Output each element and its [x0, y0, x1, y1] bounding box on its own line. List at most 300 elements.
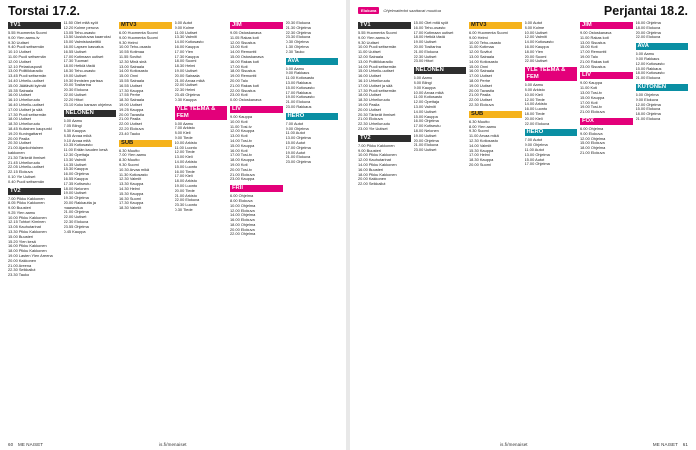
program-listing: 15.30 Kauppa [119, 190, 144, 196]
program-listing: 11.00 Tosi-tv [230, 123, 252, 129]
program-listing: 17.30 Puoli seitsemän [8, 111, 47, 117]
program-listing: 9.30 Helmi [119, 39, 138, 45]
program-listing: 10.10 Uutiset [8, 49, 31, 55]
program-listing: 20.00 Tavastia [119, 111, 145, 117]
listing-column [8, 21, 61, 438]
program-listing: 16.30 Suomi [119, 195, 141, 201]
program-listing: 8.30 Muutto [119, 157, 140, 163]
program-listing: 17.00 Kotiseutu [413, 123, 441, 129]
left-listing-columns [8, 21, 338, 438]
program-listing: 17.00 Ohjelma [285, 144, 311, 150]
program-listing: 14.00 Arkisto [524, 101, 547, 107]
program-listing: 0.45 Kauppa [63, 228, 86, 234]
program-listing: 16.00 Sairaala [469, 68, 495, 74]
program-listing: 23.10 Koko kansan ohjelma [63, 101, 112, 107]
program-listing: 22.00 Uutiset [63, 214, 87, 220]
program-listing: 21.30 Ohjelma [285, 24, 311, 30]
program-listing: 14.00 Uutiset [413, 108, 437, 114]
program-listing: 12.30 Opettaja [63, 151, 90, 157]
program-listing: 17.00 Uutiset ja sää [8, 106, 43, 112]
program-listing: 11.00 Autot [285, 130, 305, 136]
program-listing: 18.00 Kauppa [230, 157, 255, 163]
program-listing: 16.40 Urheilu-uutiset [8, 101, 44, 107]
program-listing: 22.00 Seikkailut [358, 181, 386, 187]
program-listing: 20.00 Ohjelma [413, 137, 439, 143]
program-listing: 21.00 Elokuva [580, 149, 605, 155]
channel-block [230, 22, 283, 103]
program-listing: 10.00 Teho-osasto [469, 39, 501, 45]
program-listing: 20.00 Rakkautta ja maaseutua [63, 199, 96, 210]
program-listing: 6.00 Aamu [413, 75, 433, 81]
program-listing: 16.00 Kauppa [524, 43, 549, 49]
program-listing: 20.30 Tärkeät ihmiset [358, 111, 396, 117]
channel-header: YLE TEEMA & FEM [175, 106, 228, 120]
program-listing: 13.00 Ohjelma [285, 135, 311, 141]
program-listing: 14.00 Puoli seitsemän [358, 63, 397, 69]
program-listing: 7.00 Autot [524, 137, 543, 143]
program-listing: 18.00 Pikku Kakkonen [8, 248, 47, 254]
program-listing: 7.05 Blingi [63, 123, 82, 129]
program-listing: 22.00 Sisustus [230, 87, 256, 93]
program-listing: 6.00 Autot [174, 21, 193, 25]
program-listing: 19.00 Autot [285, 149, 306, 155]
channel-header: LIV [580, 72, 633, 79]
program-listing: 21.00 Elokuva [413, 48, 439, 54]
program-listing: 22.30 Seikkailut [8, 267, 36, 273]
program-listing: 22.30 Uutiset [413, 53, 437, 59]
program-listing: 16.00 Ohjelma [413, 118, 439, 124]
channel-block [580, 72, 633, 115]
program-listing: 6.00 Aamu [635, 51, 655, 57]
program-listing: 9.00 Ylen aamu-tv [8, 34, 40, 40]
program-listing: 11.00 Uutiset [358, 49, 381, 55]
program-listing: 19.00 Tosi-tv [580, 104, 602, 110]
channel-block [230, 185, 283, 237]
program-listing: 6.00 Autot [524, 21, 543, 25]
channel-header: HERO [286, 113, 339, 120]
program-listing: 8.00 Kolme [524, 24, 545, 30]
program-listing: 6.30 Muutto [119, 147, 140, 153]
listing-column [414, 21, 467, 438]
program-listing: 12.00 Elokuva [230, 207, 255, 213]
program-listing: 17.00 Kotimaan uutiset [413, 29, 454, 35]
program-listing: 6.30 Muutto [469, 118, 490, 124]
program-listing: 6.00 Huomenta Suomi [469, 30, 508, 35]
program-listing: 18.00 Hetkiä tästä [413, 34, 445, 40]
program-listing: 17.30 Kauppa [174, 53, 199, 59]
program-listing: 22.20 Elokuva [119, 125, 144, 131]
program-listing: 23.00 Ohjelma [285, 159, 311, 165]
program-listing: 18.00 Tiede [524, 110, 545, 116]
program-listing: 12.00 Sovitut [469, 49, 492, 55]
program-listing: 11.00 Uutiset [174, 29, 198, 35]
channel-block [525, 129, 578, 167]
right-day-title: Perjantai 18.2. [603, 4, 688, 18]
program-listing: 16.00 Koti [230, 147, 248, 153]
program-listing: 10.00 Pikku Kakkonen [358, 152, 397, 158]
program-listing: 12.00 Sairaala [358, 53, 384, 59]
right-header-brand [358, 7, 441, 14]
channel-block [175, 106, 228, 213]
program-listing: 20.00 Ohjelma [635, 29, 661, 35]
program-listing: 9.00 Kauppa [413, 84, 436, 90]
program-listing: 8.00 Arkisto [524, 86, 545, 92]
program-listing: 9.25 Ylen aamu [8, 209, 36, 215]
program-listing: 10.00 Arvaa mikä [413, 89, 444, 95]
program-listing: 11.50 Olet mitä syöt [63, 21, 98, 25]
program-listing: 18.00 Elokuva [635, 24, 661, 30]
program-listing: 13.00 Valmiit [413, 103, 436, 109]
program-listing: 13.05 Teho-osasto [63, 29, 96, 35]
program-listing: 10.55 Kotimaa [119, 49, 145, 55]
program-listing: 9.00 Buusteri [358, 147, 381, 153]
program-listing: 12.00 Kauppa [230, 128, 255, 134]
program-listing: 11.00 Kotimaa [469, 44, 494, 50]
program-listing: 11.00 Kotiosasto [285, 75, 315, 81]
program-listing: 23.30 Tauko [8, 272, 30, 278]
program-listing: 12.00 Uutiset [8, 58, 31, 64]
program-listing: 22.05 Urheilu-uutiset [8, 164, 44, 170]
program-listing: 16.00 Elokuva [230, 217, 255, 223]
program-listing: 9.00 Kolme [174, 24, 195, 30]
program-listing: 9.00 Rakkaus [635, 55, 660, 61]
program-listing: 9.00 Ohjelma [285, 125, 309, 131]
program-listing: 14.00 Valmiit [469, 142, 492, 148]
program-listing: 18.00 Suomi [174, 58, 197, 64]
program-listing: 17.00 Uutiset ja sää [358, 82, 393, 88]
program-listing: 15.00 Onni [119, 73, 139, 79]
channel-header: FRII [230, 185, 283, 192]
program-listing: 16.00 Pikku Kakkonen [8, 243, 47, 249]
program-listing: 18.30 Helmi [174, 63, 196, 69]
program-listing: 18.00 Hetkiä tästä [63, 63, 95, 69]
program-listing: 14.00 Kotiosasto [119, 68, 148, 74]
channel-header: JIM [230, 22, 283, 29]
program-listing: 13.00 Rakkaus [285, 79, 312, 85]
listing-column [358, 21, 411, 438]
program-listing: 17.30 Kauppa [119, 200, 144, 206]
program-listing: 13.30 Kauppa [119, 181, 144, 187]
program-listing: 16.55 Uutiset [63, 48, 87, 54]
program-listing: 16.55 Uutiset [119, 82, 142, 88]
program-listing: 15.00 Luonto [174, 163, 198, 169]
program-listing: 12.00 Tiede [524, 96, 545, 102]
program-listing: 23.55 Ohjelma [63, 223, 89, 229]
channel-block [8, 188, 61, 279]
program-listing: 17.00 Kotimaan uutiset [63, 53, 104, 59]
program-listing: 22.00 Uutiset [174, 82, 198, 88]
program-listing: 6.00 Aamu [63, 118, 83, 124]
program-listing: 20.00 Tiede [174, 187, 195, 193]
program-listing: 9.00 Huomenta Suomi [119, 34, 158, 40]
channel-block [230, 106, 283, 182]
program-listing: 12.00 Valmiit [524, 34, 547, 40]
program-listing: 20.00 Elokuva [230, 226, 255, 232]
listing-column [119, 21, 172, 438]
program-listing: 18.00 Nelonen [413, 127, 439, 133]
program-listing: 16.10 Urheiluruutu [8, 97, 41, 103]
program-listing: 18.00 Ohjelma [230, 221, 256, 227]
program-listing: 9.05 Ostoskanava [230, 30, 262, 35]
program-listing: 22.30 Urheiluruutu [358, 121, 391, 127]
listing-column [175, 21, 228, 438]
program-listing: 9.30 Suomi [119, 161, 139, 167]
program-listing: 10.00 Arkisto [174, 139, 197, 145]
program-listing: 18.00 Uutiset [8, 116, 31, 122]
program-listing: 13.45 Puoli seitsemän [8, 73, 47, 79]
right-page-header [358, 5, 688, 19]
program-listing: 22.20 Hitori [63, 96, 84, 102]
program-listing: 12.00 Ohjelma [635, 101, 661, 107]
program-listing: 21.00 Elokuva [230, 171, 255, 177]
right-page-number: 61 [682, 442, 688, 447]
left-day-title: Torstai 17.2. [8, 4, 81, 18]
program-listing: 23.45 Ohjelma [174, 91, 200, 97]
program-listing: 23.00 Koti [230, 92, 248, 98]
program-listing: 9.30 Uutiset [358, 39, 379, 45]
channel-block [525, 67, 578, 126]
listing-column [286, 21, 339, 438]
program-listing: 19.00 Uutiset [119, 101, 142, 107]
program-listing: 16.00 Tiede [174, 168, 195, 174]
program-listing: 12.00 Ohjelma [580, 135, 606, 141]
program-listing: 18.30 Teho-osasto [63, 67, 96, 73]
program-listing: 22.30 Elokuva [469, 101, 494, 107]
listing-column [469, 21, 522, 438]
channel-header: TV2 [8, 188, 61, 195]
program-listing: 18.00 Ylen [524, 48, 544, 54]
program-listing: 21.00 Elokuva [285, 154, 311, 160]
program-listing: 17.00 Rakkaus [285, 89, 312, 95]
program-listing: 17.00 Koti [580, 99, 598, 105]
program-listing: 13.30 Valmiit [174, 34, 197, 40]
program-listing: 12.00 Kauhutarinat [358, 157, 391, 163]
program-listing: 20.00 Suomi [469, 161, 491, 167]
program-listing: 9.00 Elokuva [580, 130, 603, 136]
channel-block [286, 58, 339, 110]
program-listing: 20.00 Suomi [524, 53, 547, 59]
program-listing: 8.00 Kieli [174, 130, 191, 136]
program-listing: 9.30 Suomi [469, 128, 489, 134]
listing-column [636, 21, 689, 438]
program-listing: 0.00 Ostoskanava [230, 97, 262, 103]
program-listing: 16.00 Rakas koti [230, 58, 259, 64]
channel-block [469, 111, 522, 168]
channel-block [64, 21, 117, 107]
program-listing: 6.00 Ohjelma [635, 91, 659, 97]
channel-header: TV1 [358, 22, 411, 29]
channel-header: AVA [636, 43, 689, 50]
program-listing: 15.00 Kauppa [413, 113, 438, 119]
program-listing: 19.00 Pasila [358, 101, 380, 107]
program-listing: 23.00 Hitori [413, 58, 434, 64]
channel-block [414, 21, 467, 64]
program-listing: 9.00 Helmi [469, 34, 488, 40]
program-listing: 14.00 Remontti [230, 49, 257, 55]
channel-block [286, 21, 339, 55]
program-listing: 9.40 Puoli seitsemän [8, 44, 45, 50]
program-listing: 22.00 Elokuva [174, 197, 200, 203]
program-listing: 11.30 Kotiosasto [119, 171, 148, 177]
program-listing: 23.30 Elokuva [285, 34, 311, 40]
program-listing: 20.00 Tositarina [413, 43, 441, 49]
elokuva-badge: Elokuva [358, 7, 379, 14]
program-listing: 10.30 Arvaa mikä [119, 166, 150, 172]
program-listing: 19.00 Uutiset [413, 132, 437, 138]
program-listing: 11.00 Rakas koti [580, 34, 609, 40]
channel-block [8, 22, 61, 185]
channel-header: SUB [119, 140, 172, 147]
program-listing: 15.20 Ylen kesä [8, 238, 36, 244]
program-listing: 14.00 Kotiosasto [469, 58, 498, 64]
program-listing: 6.00 Aamu [285, 65, 305, 71]
program-listing: 20.00 Kakkonen [358, 176, 387, 182]
program-listing: 14.00 Kotiosasto [524, 39, 554, 45]
channel-header: TV2 [358, 135, 411, 142]
program-listing: 18.00 Ohjelma [635, 111, 661, 117]
program-listing: 14.00 Pikku Kakkonen [358, 161, 397, 167]
program-listing: 18.30 Valmiit [119, 205, 142, 211]
program-listing: 13.00 Kieli [174, 154, 193, 160]
channel-header: FOX [580, 118, 633, 125]
program-listing: 12.10 Pelastusposti [8, 63, 42, 69]
listing-column [580, 21, 633, 438]
program-listing: 20.00 Uutiset [358, 106, 381, 112]
program-listing: 14.30 Helmi [119, 185, 140, 191]
program-listing: 15.00 Kauppa [580, 94, 605, 100]
program-listing: 22.00 Uutiset [524, 58, 548, 64]
channel-header: SUB [469, 111, 522, 118]
program-listing: 9.00 Kauppa [580, 80, 603, 86]
program-listing: 19.00 Kotiosasto [285, 94, 315, 100]
program-listing: 12.30 Valmiit [119, 176, 142, 182]
channel-block [580, 22, 633, 69]
program-listing: 0.30 Kauppa [174, 96, 197, 102]
program-listing: 12.30 Minä sinä [119, 58, 147, 64]
channel-block [636, 43, 689, 81]
program-listing: 9.00 Ostoskanava [580, 30, 612, 35]
program-listing: 15.55 Sairaala [119, 77, 145, 83]
program-listing: 7.00 Pikku Kakkonen [358, 142, 395, 148]
program-listing: 8.05 Pikku Kakkonen [8, 200, 45, 206]
program-listing: 20.30 Uutiset [8, 140, 31, 146]
program-listing: 9.00 Ylen aamu-tv [358, 34, 390, 40]
program-listing: 16.00 Kauppa [174, 43, 199, 49]
program-listing: 8.30 Kauppa [63, 127, 86, 133]
program-listing: 19.30 Ohjelma [63, 195, 89, 201]
program-listing: 13.00 Tosi-tv [580, 89, 602, 95]
program-listing: 9.00 Tiede [174, 134, 193, 140]
program-listing: 15.00 Elokuva [580, 140, 605, 146]
program-listing: 17.00 Koti [230, 63, 248, 69]
left-page [0, 0, 346, 450]
program-listing: 17.30 Kauppa [119, 87, 144, 93]
right-listing-columns [358, 21, 688, 438]
program-listing: 22.30 Elokuva [63, 219, 89, 225]
program-listing: 1.30 Ohjelma [285, 43, 309, 49]
channel-block [414, 67, 467, 153]
program-listing: 10.00 Teho-osasto [119, 44, 151, 50]
program-listing: 13.50 Uusiutuvaa kaarroksi [63, 34, 111, 40]
program-listing: 21.00 Ajankohtainen kakkonen [8, 145, 44, 155]
program-listing: 14.00 Tosi-tv [230, 137, 252, 143]
program-listing: 17.00 Tosi-tv [230, 152, 252, 158]
program-listing: 15.00 Valmistuskeittiö [63, 39, 102, 45]
program-listing: 12.00 Kotiosasto [635, 60, 665, 66]
channel-block [636, 84, 689, 122]
program-listing: 8.00 Ylen aamu [469, 123, 497, 129]
channel-block [358, 22, 411, 132]
program-listing: 13.00 Ohjelma [524, 151, 550, 157]
program-listing: 15.00 Urheilu-uutiset [358, 68, 394, 74]
program-listing: 15.30 Kauppa [63, 166, 88, 172]
program-listing: 22.00 Ohjelma [230, 231, 256, 237]
channel-header: MTV3 [119, 22, 172, 29]
channel-block [119, 22, 172, 137]
program-listing: 10.00 Kieli [524, 91, 543, 97]
right-magazine-name: ME NAISET [652, 442, 678, 447]
program-listing: 23.30 Luonto [174, 202, 198, 208]
program-listing: 18.30 Urheiluruutu [358, 97, 391, 103]
program-listing: 22.00 Uutiset [119, 121, 142, 127]
program-listing: 13.05 Kauhutarinat [8, 224, 41, 230]
channel-header: KUTONEN [636, 84, 689, 91]
program-listing: 14.40 Urheilu-uutiset [8, 77, 44, 83]
channel-header: TV1 [8, 22, 61, 29]
program-listing: 17.00 Kieli [174, 173, 193, 179]
program-listing: 6.00 Ohjelma [580, 125, 604, 131]
program-listing: 18.00 Pikku Kakkonen [358, 171, 397, 177]
program-listing: 14.35 Uutiset [63, 161, 87, 167]
program-listing: 23.00 Sisustus [580, 63, 606, 69]
program-listing: 10.35 Kotiosasto [63, 142, 93, 148]
program-listing: 19.00 Koti [230, 161, 248, 167]
program-listing: 17.00 Ohjelma [524, 161, 550, 167]
program-listing: 22.30 Helmi [174, 87, 196, 93]
program-listing: 19.30 Ihmisten parissa [63, 77, 103, 83]
program-listing: 11.00 Luonto [174, 144, 197, 150]
program-listing: 21.00 Rakas koti [580, 58, 609, 64]
program-listing: 20.00 Tosi-tv [230, 166, 252, 172]
program-listing: 23.00 Kauppa [230, 176, 255, 182]
program-listing: 22.00 Uutiset [63, 91, 87, 97]
program-listing: 9.30 Uutiset [8, 39, 29, 45]
program-listing: 21.00 Rakas koti [230, 82, 259, 88]
program-listing: 21.45 Urheiluruutu [8, 159, 41, 165]
program-listing: 13.30 Valmiit [63, 156, 86, 162]
program-listing: 18.00 Sisustus [230, 68, 256, 74]
program-listing: 12.30 Kotiosasto [469, 137, 498, 143]
program-listing: 21.00 Pasila [119, 116, 141, 122]
program-listing: 12.20 Kolme peruna [63, 24, 99, 30]
program-listing: 21.00 Arkisto [174, 192, 197, 198]
program-listing: 16.00 Uutiset [358, 73, 381, 79]
channel-header: NELONEN [414, 67, 467, 74]
program-listing: 21.00 Elokuva [358, 116, 383, 122]
program-listing: 19.00 Uutiset [63, 72, 87, 78]
program-listing: 19.25 Kauppa [119, 106, 144, 112]
program-listing: 15.00 Autot [285, 139, 306, 145]
channel-header: NELONEN [64, 110, 117, 117]
program-listing: 16.00 Lapsen kasvatus [63, 43, 104, 49]
program-listing: 0.40 Puoli seitsemän [8, 178, 45, 184]
program-listing: 10.00 Ohjelma [230, 202, 256, 208]
listing-column [230, 21, 283, 438]
program-listing: 18.30 Urheiluruutu [8, 121, 41, 127]
program-listing: 6.00 Ohjelma [230, 193, 254, 199]
program-listing: 19.00 Remontti [230, 73, 257, 79]
program-listing: 21.00 Ohjelma [63, 209, 89, 215]
